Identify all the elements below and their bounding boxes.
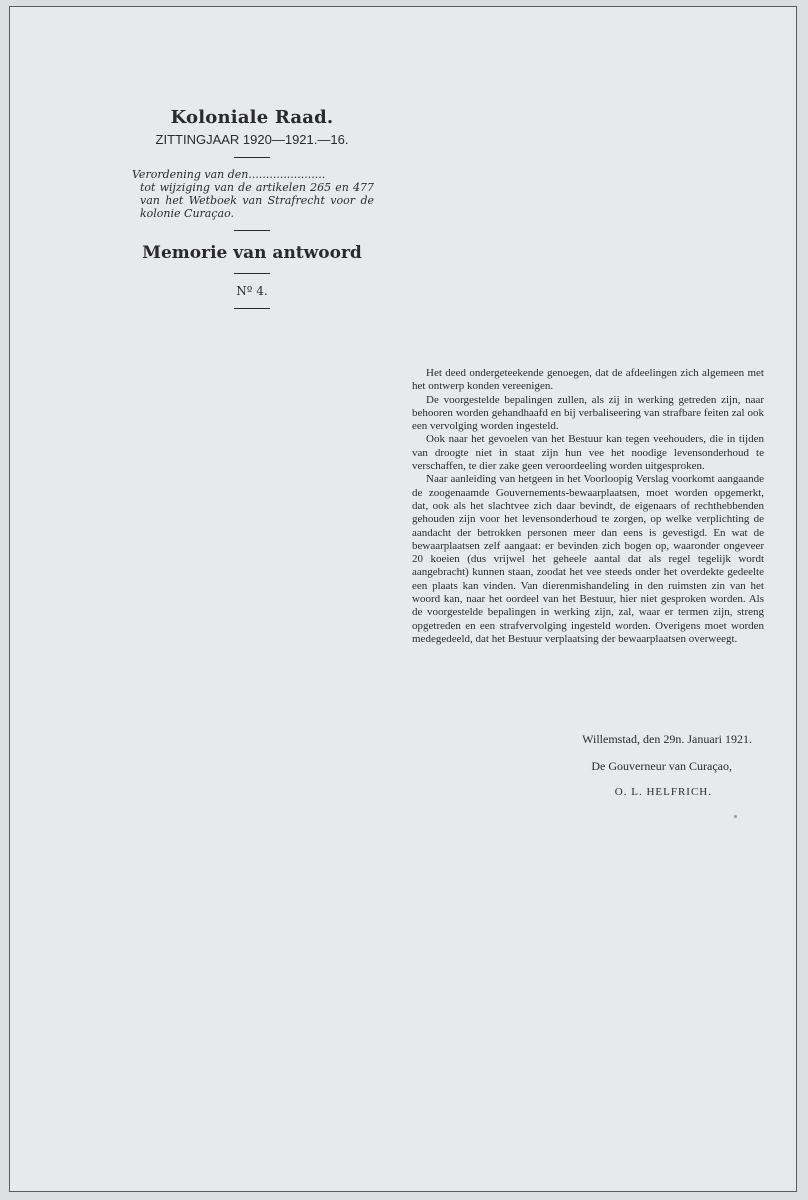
divider <box>234 273 270 274</box>
paragraph: Naar aanleiding van hetgeen in het Voorloopig Verslag voorkomt aangaande de zoogenaamde Gouvernements-bewaarplaatsen, moet worden opgemerkt, dat, ook als het slachtvee zich daar bevindt, de eigenaars of rechthebbenden gehouden zijn voor het levensonderhoud te zorgen, op welke verplichting de aandacht der betrokken personen meer dan eens is gevestigd. En wat de bewaarplaatsen zelf aangaat: er bevinden zich bogen op, waaronder ongeveer 20 koeien (dus vrijwel het geheele aantal dat als regel tegelijk wordt aangebracht) kunnen staan, zoodat het vee steeds onder het overdekte gedeelte een plaats kan vinden. Van dierenmishandeling in den ruimsten zin van het woord kan, naar het oordeel van het Bestuur, hier niet gesproken worden. Als de voorgestelde bepalingen in werking zijn, zal, waar er termen zijn, streng opgetreden en een strafvervolging ingesteld worden. Overigens moet worden medegedeeld, dat het Bestuur verplaatsing der bewaarplaatsen overweegt. <box>412 473 764 645</box>
document-page <box>9 6 797 1192</box>
memo-body <box>412 367 764 646</box>
paragraph: Het deed ondergeteekende genoegen, dat de afdeelingen zich algemeen met het ontwerp konden vereenigen. <box>412 367 764 393</box>
document-number: Nº 4. <box>236 284 268 298</box>
divider <box>234 157 270 158</box>
paragraph: De voorgestelde bepalingen zullen, als zij in werking getreden zijn, naar behooren worden gehandhaafd en bij verbaliseering van strafbare feiten zal ook een vervolging worden ingesteld. <box>412 393 764 433</box>
signatory-title: De Gouverneur van Curaçao, <box>591 759 732 773</box>
signature-date: Willemstad, den 29n. Januari 1921. <box>582 732 752 746</box>
divider <box>234 230 270 231</box>
paragraph: Ook naar het gevoelen van het Bestuur kan tegen veehouders, die in tijden van droogte niet in staat zijn hun vee het noodige levensonderhoud te verschaffen, te dier zake geen veroordeeling worden uitgesproken. <box>412 433 764 473</box>
paper-speck <box>734 815 737 818</box>
ordinance-description <box>132 168 374 220</box>
council-title: Koloniale Raad. <box>170 107 334 128</box>
memo-title: Memorie van antwoord <box>142 243 362 263</box>
document-header <box>122 107 382 319</box>
divider <box>234 308 270 309</box>
ordinance-line-1: Verordening van den...................... <box>132 168 326 181</box>
session-year: ZITTINGJAAR 1920—1921.—16. <box>155 132 349 147</box>
ordinance-text: tot wijziging van de artikelen 265 en 477 van het Wetboek van Strafrecht voor de kolonie Curaçao. <box>140 181 374 220</box>
signatory-name: O. L. HELFRICH. <box>614 786 712 798</box>
